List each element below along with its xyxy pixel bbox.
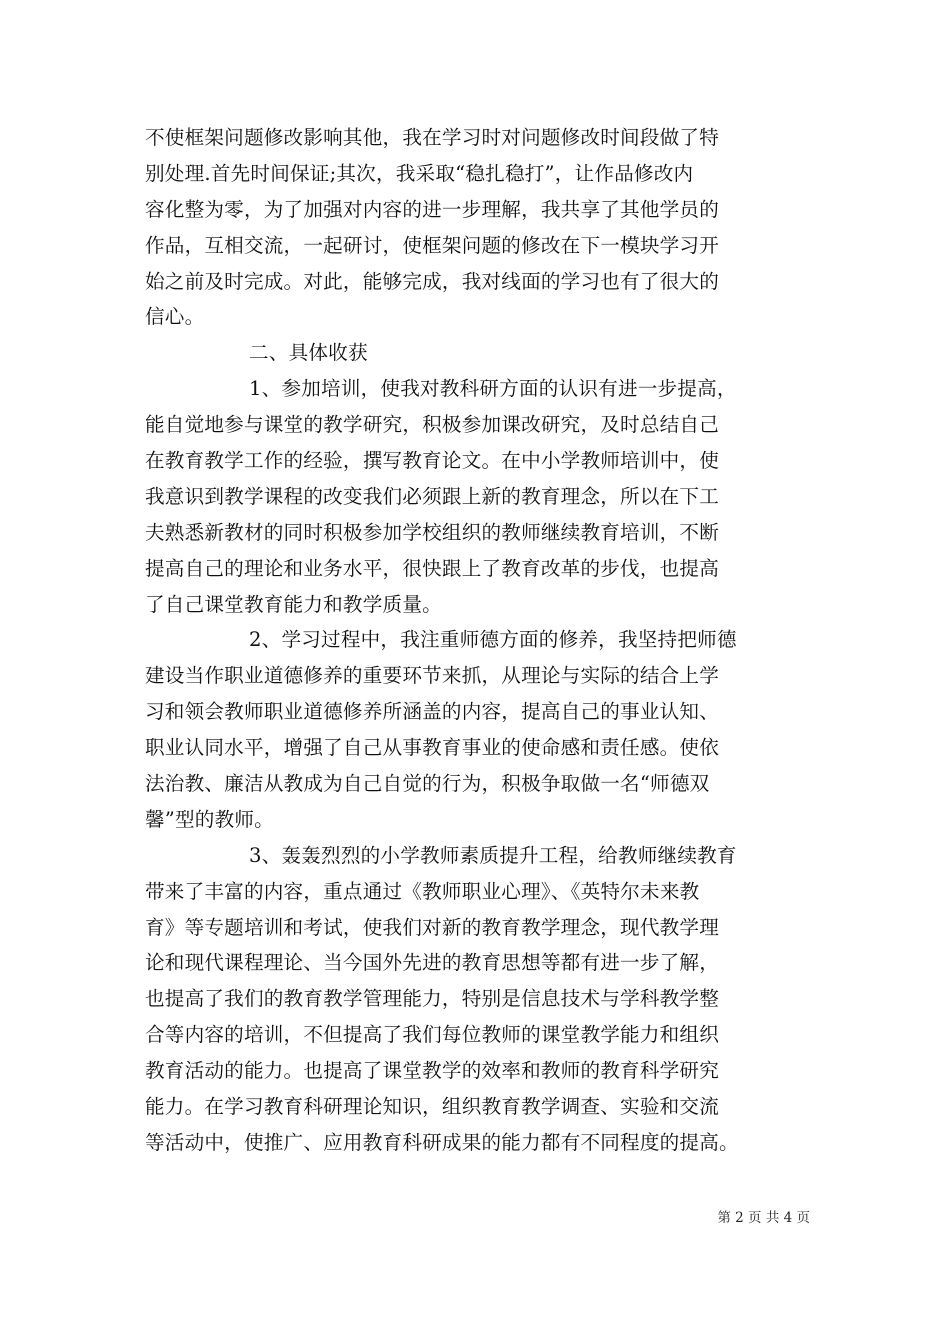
text-line: 习和领会教师职业道德修养所涵盖的内容，提高自己的事业认知、 [145,700,720,724]
section-heading: 二、具体收获 [249,341,368,365]
text-line: 法治教、廉洁从教成为自己自觉的行为，积极争取做一名“师德双 [145,772,710,796]
body-text [145,120,815,1161]
text-line: 等活动中，使推广、应用教育科研成果的能力都有不同程度的提高。 [145,1130,739,1154]
text-line: 教育活动的能力。也提高了课堂教学的效率和教师的教育科学研究 [145,1059,720,1083]
text-line: 能自觉地参与课堂的教学研究，积极参加课改研究，及时总结自己 [145,413,720,437]
text-line: 3、轰轰烈烈的小学教师素质提升工程，给教师继续教育 [249,843,737,867]
text-line: 别处理.首先时间保证;其次，我采取“稳扎稳打”，让作品修改内 [145,161,694,185]
text-line: 在教育教学工作的经验，撰写教育论文。在中小学教师培训中，使 [145,449,720,473]
text-line: 不使框架问题修改影响其他，我在学习时对问题修改时间段做了特 [145,126,720,149]
text-line: 信心。 [145,305,205,329]
text-line: 馨”型的教师。 [145,807,274,831]
text-line: 2、学习过程中，我注重师德方面的修养，我坚持把师德 [249,628,737,652]
text-line: 了自己课堂教育能力和教学质量。 [145,592,442,616]
text-line: 始之前及时完成。对此，能够完成，我对线面的学习也有了很大的 [145,269,720,293]
text-line: 能力。在学习教育科研理论知识，组织教育教学调查、实验和交流 [145,1095,720,1119]
text-line: 建设当作职业道德修养的重要环节来抓，从理论与实际的结合上学 [145,664,720,688]
text-line: 职业认同水平，增强了自己从事教育事业的使命感和责任感。使依 [145,736,720,760]
text-line: 作品，互相交流，一起研讨，使框架问题的修改在下一模块学习开 [145,233,720,257]
text-line: 容化整为零，为了加强对内容的进一步理解，我共享了其他学员的 [145,197,720,221]
text-line: 论和现代课程理论、当今国外先进的教育思想等都有进一步了解， [145,951,720,975]
text-line: 也提高了我们的教育教学管理能力，特别是信息技术与学科教学整 [145,987,720,1011]
text-line: 带来了丰富的内容，重点通过《教师职业心理》、《英特尔未来教 [145,879,700,903]
text-line: 提高自己的理论和业务水平，很快跟上了教育改革的步伐，也提高 [145,556,720,580]
page-number-footer: 第 2 页 共 4 页 [717,1210,810,1226]
text-line: 1、参加培训，使我对教科研方面的认识有进一步提高， [249,377,737,401]
text-line: 我意识到教学课程的改变我们必须跟上新的教育理念，所以在下工 [145,484,720,508]
text-line: 合等内容的培训，不但提高了我们每位教师的课堂教学能力和组织 [145,1023,720,1047]
text-line: 夫熟悉新教材的同时积极参加学校组织的教师继续教育培训，不断 [145,520,720,544]
text-line: 育》等专题培训和考试，使我们对新的教育教学理念，现代教学理 [145,915,720,939]
